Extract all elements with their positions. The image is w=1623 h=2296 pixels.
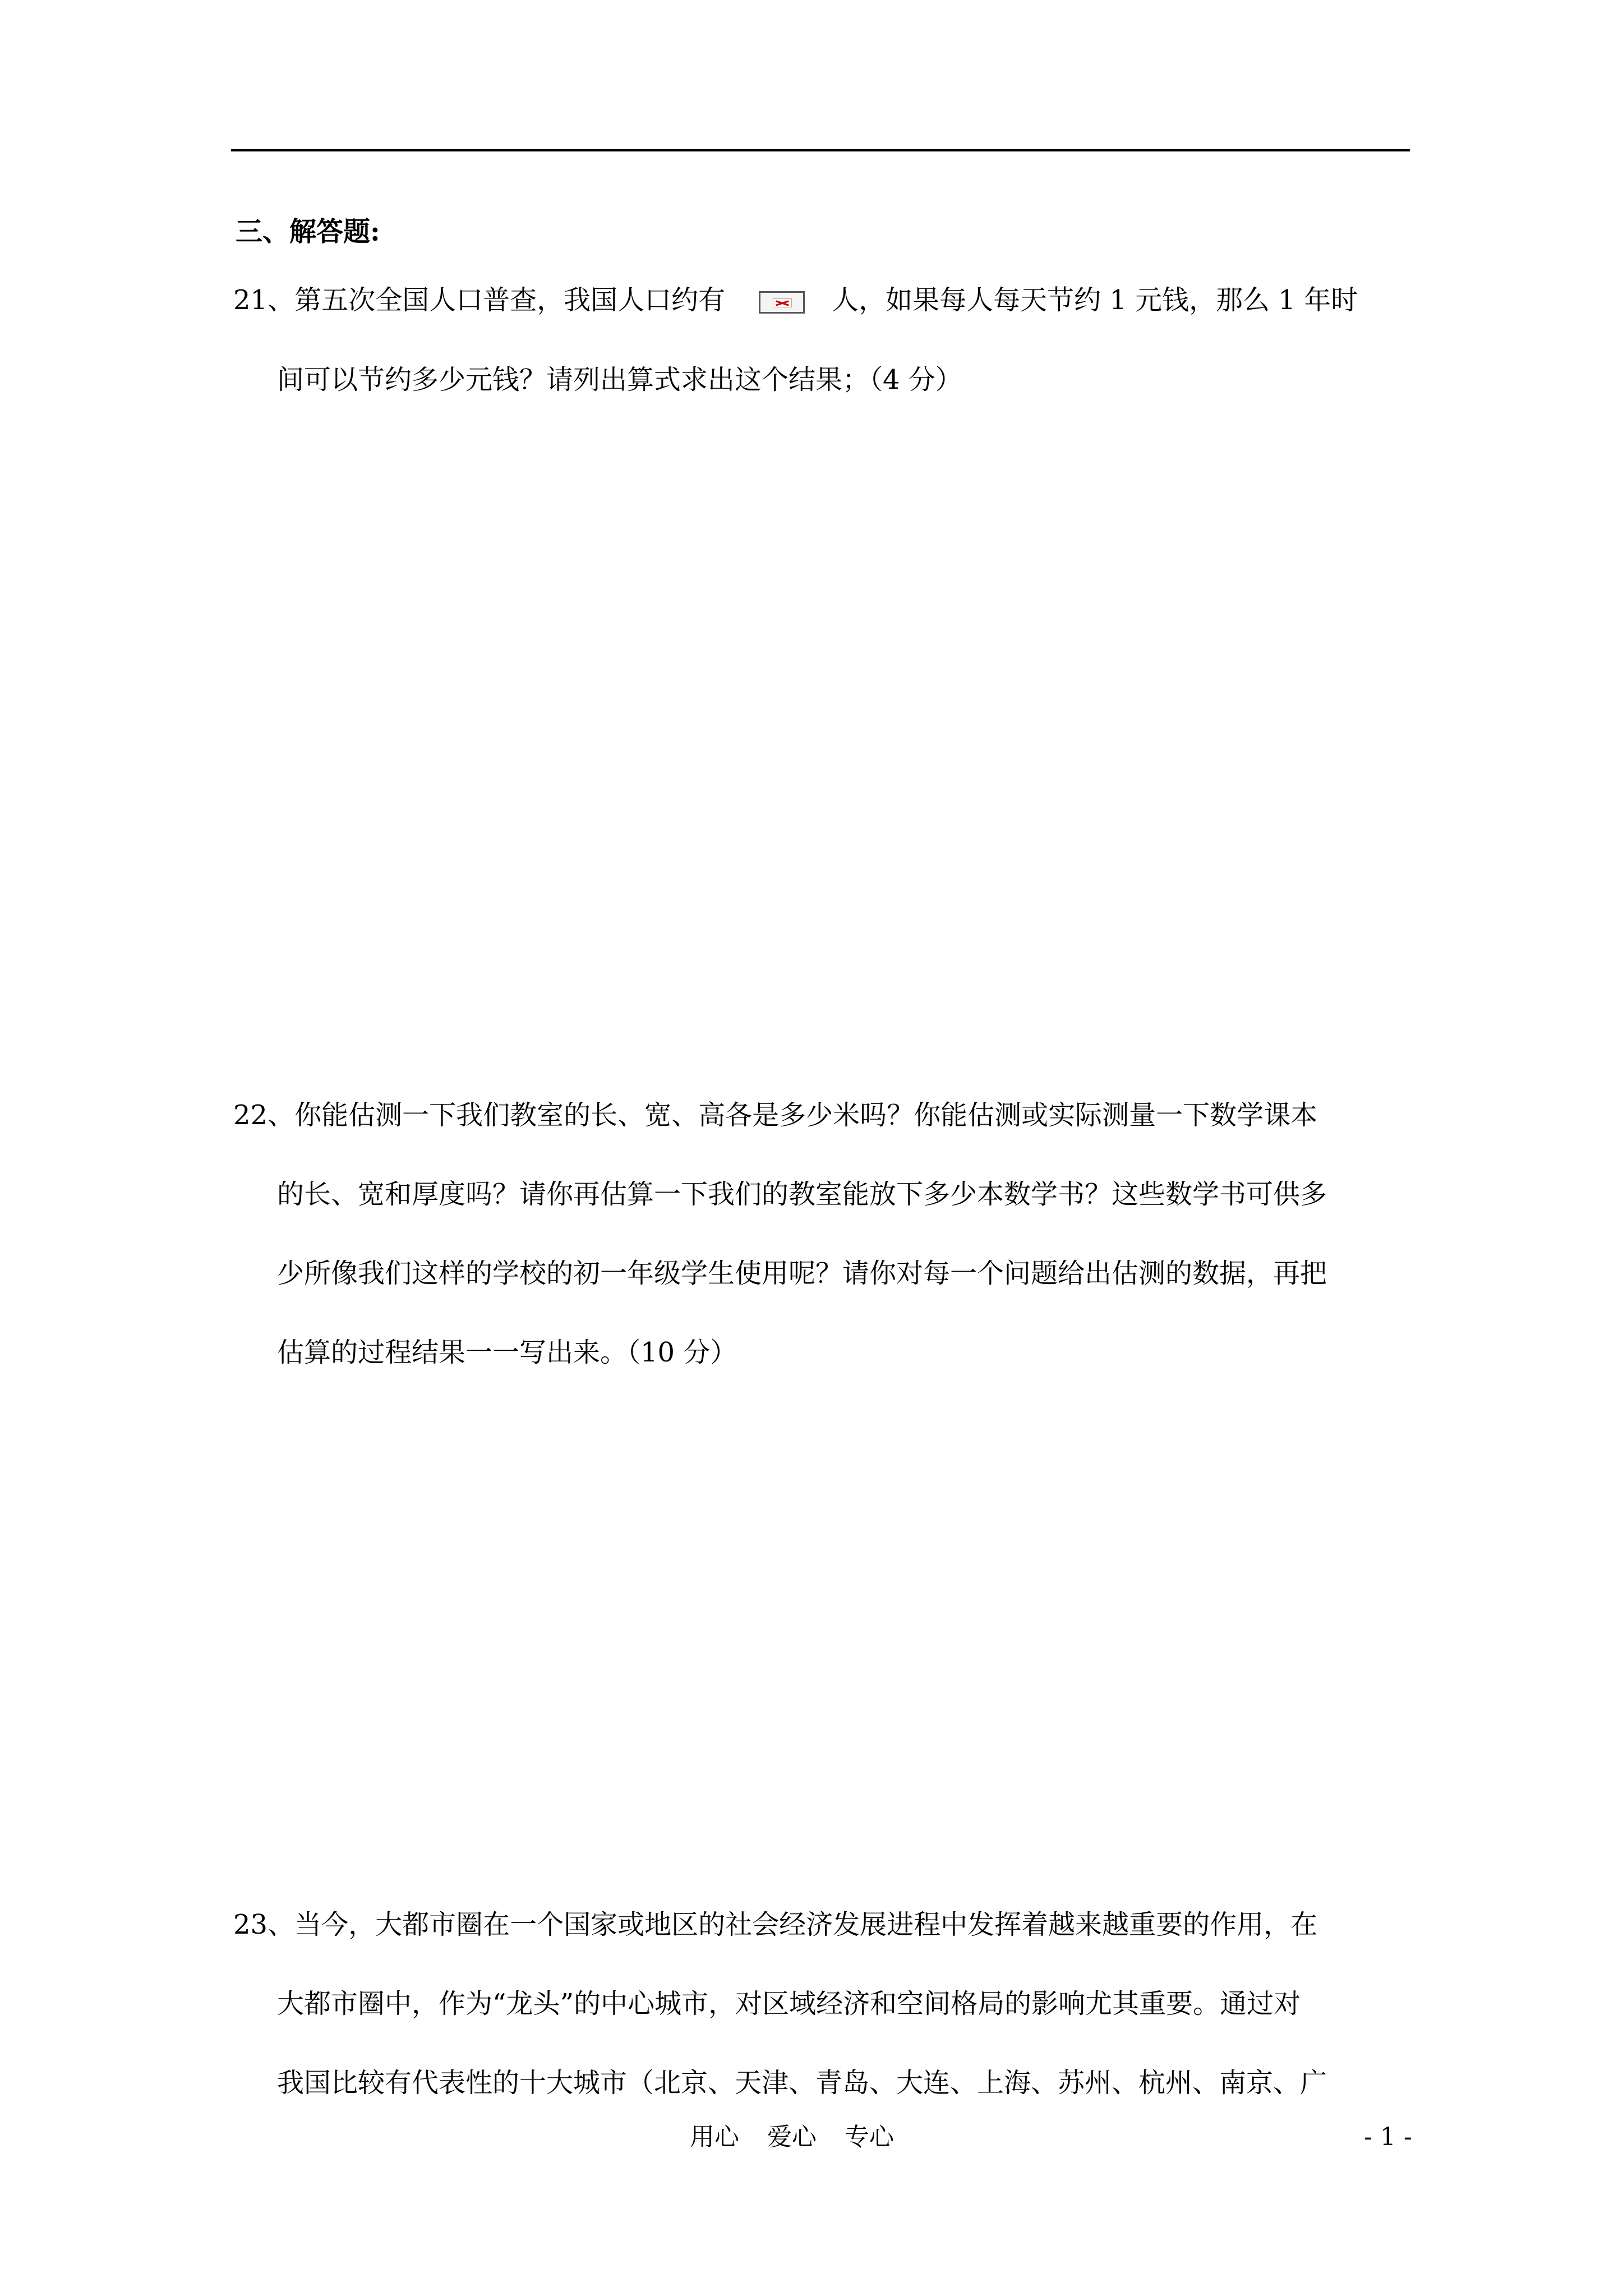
q22-line-1: 22、你能估测一下我们教室的长、宽、高各是多少米吗？你能估测或实际测量一下数学课本 [233, 1099, 1318, 1131]
q21-line-1 [233, 280, 1358, 320]
q23-line-1: 23、当今，大都市圈在一个国家或地区的社会经济发展进程中发挥着越来越重要的作用，在 [233, 1909, 1318, 1940]
q21-text-after-image: 人，如果每人每天节约 1 元钱，那么 1 年时 [832, 284, 1358, 316]
q23-line-2: 大都市圈中，作为“龙头”的中心城市，对区域经济和空间格局的影响尤其重要。通过对 [277, 1988, 1301, 2019]
footer-motto [690, 2120, 922, 2154]
section-title: 三、解答题: [236, 216, 380, 247]
broken-image-icon [759, 291, 805, 314]
q21-line-2: 间可以节约多少元钱？请列出算式求出这个结果；（4 分） [277, 364, 962, 395]
header-rule [231, 149, 1410, 151]
q22-line-4: 估算的过程结果一一写出来。（10 分） [277, 1337, 737, 1368]
q22-line-3: 少所像我们这样的学校的初一年级学生使用呢？请你对每一个问题给出估测的数据，再把 [277, 1258, 1327, 1289]
x-mark-icon [773, 298, 792, 307]
page-number: - 1 - [1364, 2123, 1412, 2151]
footer-motto-1: 用心 [690, 2123, 739, 2151]
q22-line-2: 的长、宽和厚度吗？请你再估算一下我们的教室能放下多少本数学书？这些数学书可供多 [277, 1179, 1327, 1210]
q21-text-before-image: 21、第五次全国人口普查，我国人口约有 [233, 284, 726, 316]
q23-line-3: 我国比较有代表性的十大城市（北京、天津、青岛、大连、上海、苏州、杭州、南京、广 [277, 2067, 1327, 2099]
footer-motto-3: 专心 [845, 2123, 894, 2151]
footer-motto-2: 爱心 [767, 2123, 817, 2151]
